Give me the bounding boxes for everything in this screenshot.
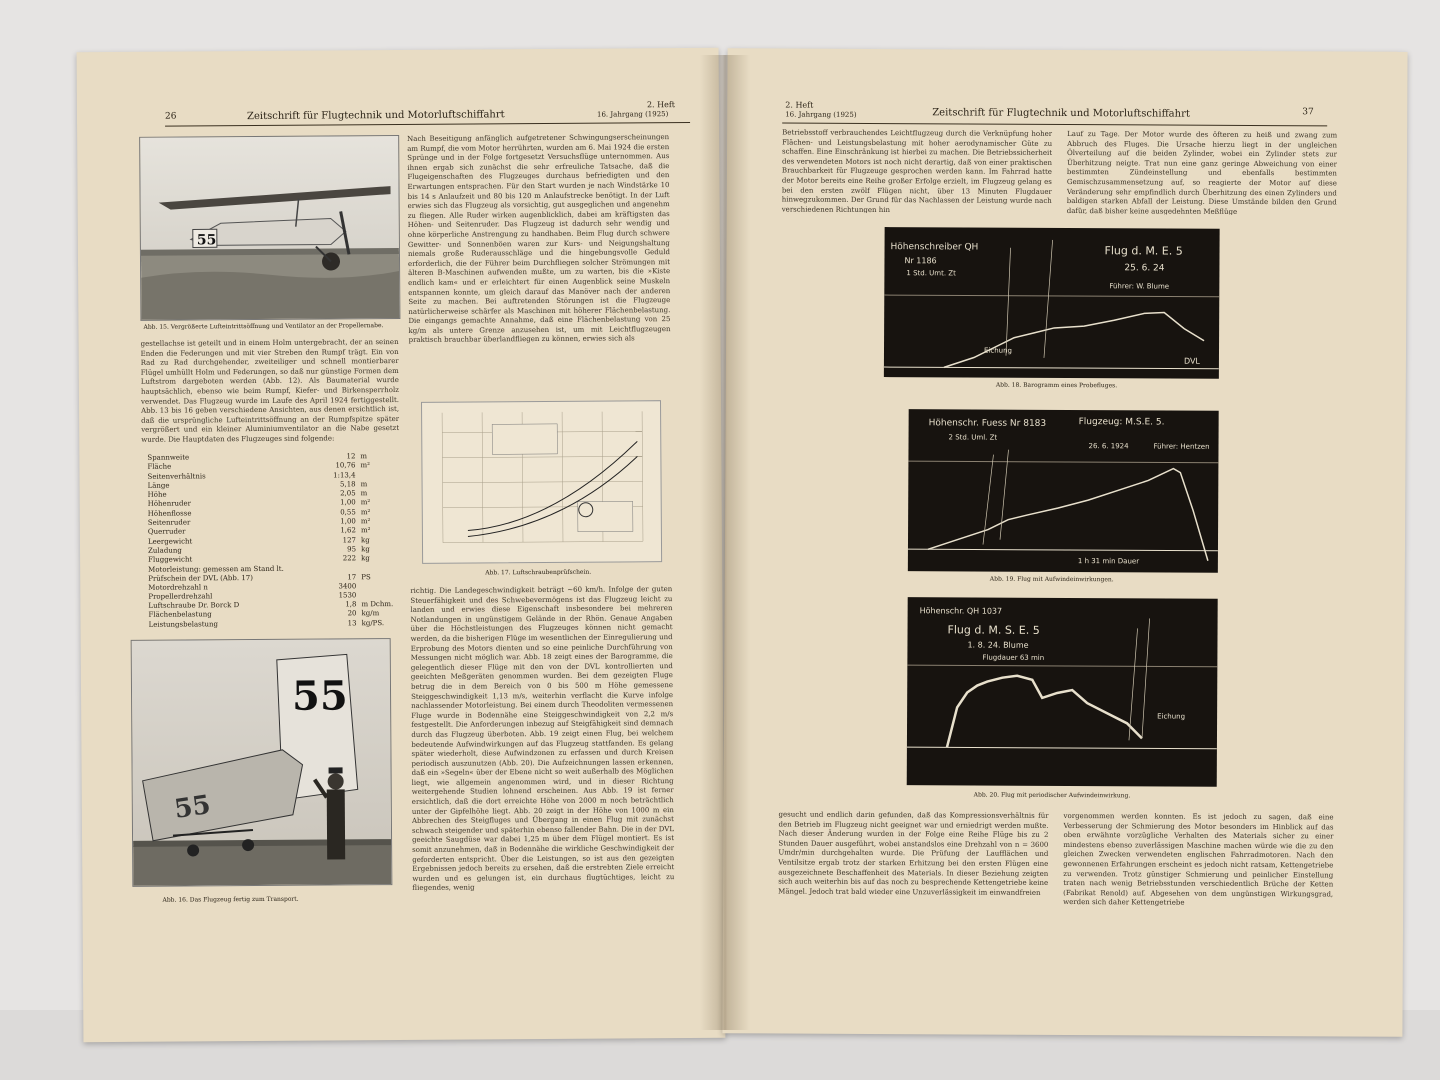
spec-row: Fluggewicht 222 kg bbox=[148, 554, 370, 565]
spec-row: Leistungsbelastung 13 kg/PS. bbox=[148, 618, 385, 629]
spec-row: Motorleistung: gemessen am Stand lt. Prüfschein der DVL (Abb. 17) 17 PS bbox=[148, 564, 371, 583]
barogram3-line5: Eichung bbox=[1157, 712, 1186, 721]
left-col2-text-top: Nach Beseitigung anfänglich aufgetretener Schwingungserscheinungen am Rumpf, die vom Motor herrührten, wurden am 6. Mai 1924 die ersten Sprünge und in der Folge fortgesetzt Versuchsflüge unternommen. Aus ihnen ergab sich zunächst die sehr erfreuliche Tatsache, daß die Flugeigenschaften des Flugzeuges durchaus befriedigten und den Erwartungen entsprachen. Für den Start wurden je nach Windstärke 10 bis 14 s Anlaufzeit und 80 bis 120 m Anlaufstrecke benötigt. In der Luft erwies sich das Flugzeug als vorsichtig, gut ausgeglichen und angenehm zu fliegen. Alle Ruder wirken augenblicklich, dabei am kräftigsten das Höhen- und Seitenruder. Das Flugzeug ist dadurch sehr wendig und ohne körperliche Anstrengung zu handhaben. Beim Flug durch schwere Gewitter- und Sonnenböen waren zur Kurs- und Neigungshaltung niemals große Ruderausschläge und die hingebungsvolle Geduld erforderlich, die der Führer beim Durchfliegen solcher Strömungen mit älteren B-Maschinen aufwenden mußte, um zu warten, bis die »Kiste endlich kam« und er erleichtert für einen Augenblick seine Muskeln entspannen konnte, um gleich darauf das Manöver nach der anderen Seite zu machen. Bei auftretenden Störungen ist die Flugzeuge natürlicherweise schärfer als Maschinen mit höherer Flächenbelastung. Die eingangs gemachte Annahme, daß eine Flächenbelastung von 25 kg/m als untere Grenze anzusehen ist, um mit Leichtflugzeugen praktisch brauchbar überlandfliegen zu können, erwies sich als bbox=[407, 133, 671, 345]
barogram2-line3: Flugzeug: M.S.E. 5. bbox=[1078, 417, 1165, 428]
spec-row: Höhenruder 1,00 m² bbox=[147, 498, 371, 509]
barogram3-line3: 1. 8. 24. Blume bbox=[967, 640, 1029, 650]
left-col2-text-bottom: richtig. Die Landegeschwindigkeit beträgt ∼60 km/h. Infolge der guten Steuerfähigkeit und des Schwebevermögens ist das Flugzeug leicht zu landen und erwies diese Eigenschaft insbesondere bei mehreren Notlandungen in ungünstigem Gelände in der Rhön. Genaue Angaben über die Höchstleistungen des Flugzeuges können nicht gemacht werden, da die bisherigen Flüge im wesentlichen der Einregulierung und Erprobung des Motors dienten und so eine peinliche Durchführung von Messungen nicht möglich war. Abb. 18 zeigt eines der Barogramme, die gelegentlich dieser Flüge mit den von der DVL kontrollierten und geeichten Meßgeräten genommen wurden. Bei dem gezeigten Fluge betrug die in dem Bereich von 0 bis 500 m Höhe gemessene Steiggeschwindigkeit 1,13 m/s, weiterhin verflacht die Kurve infolge nachlassender Motorleistung. Bei einem durch Theodoliten vermessenen Fluge wurde in Bodennähe eine Steiggeschwindigkeit von 2,2 m/s festgestellt. Die Anforderungen inbezug auf Steigfähigkeit sind demnach durch das Flugzeug überboten. Abb. 19 zeigt einen Flug, bei welchem bedeutende Aufwindwirkungen auf das Flugzeug stattfanden. Es gelang später wiederholt, diese Aufwindzonen zu erfassen und durch Kreisen periodisch auszunutzen (Abb. 20). Die Aufzeichnungen lassen erkennen, daß ein »Segeln« über der Ebene nicht so weit außerhalb des Möglichen liegt, wie allgemein angenommen wird, und in dieser Richtung weitergehende Studien lohnend erscheinen. Aus Abb. 19 ist ferner ersichtlich, daß die dort erreichte Höhe von 2000 m noch beträchtlich unter der Gipfelhöhe liegt. Abb. 20 zeigt in der Höhe von 1000 m ein Abbrechen des Steigfluges und Übergang in einen Flug mit zunächst schwach steigender und späterhin ebenso fallender Bahn. Die in der DVL geeichte Saugdüse war dabei 1,25 m über dem Flügel montiert. Es ist somit anzunehmen, daß in Bodennähe die wirkliche Geschwindigkeit der geforderten entspricht. Über die Leistungen, so ist aus den gezeigten Ergebnissen jedoch bereits zu ersehen, daß die erstrebten Ziele erreicht wurden und es gelungen ist, ein durchaus flugtüchtiges, leicht zu fliegendes, wenig bbox=[410, 585, 675, 893]
svg-text:55: 55 bbox=[196, 232, 217, 249]
barogram2-line2: 2 Std. Uml. Zt bbox=[948, 433, 998, 442]
volume-right: 16. Jahrgang (1925) bbox=[785, 110, 857, 119]
spec-row: Fläche 10,76 m² bbox=[147, 461, 370, 472]
barogram1-line2: Nr 1186 bbox=[904, 256, 937, 266]
issue-right: 2. Heft bbox=[785, 100, 814, 110]
issue-left: 2. Heft bbox=[646, 100, 676, 110]
propeller-test-sheet-figure bbox=[421, 400, 662, 564]
spec-row: Propellerdrehzahl 1530 bbox=[148, 591, 357, 601]
spec-row: Zuladung 95 kg bbox=[148, 545, 370, 555]
barogram2-line6: 1 h 31 min Dauer bbox=[1077, 557, 1140, 566]
photo1-caption: Abb. 15. Vergrößerte Lufteintrittsöffnung und Ventilator an der Propellernabe. bbox=[143, 322, 384, 331]
spec-row: Luftschraube Dr. Borck D 1,8 m Dchm. bbox=[148, 600, 394, 610]
volume-left: 16. Jahrgang (1925) bbox=[596, 110, 669, 119]
photo2-caption: Abb. 16. Das Flugzeug fertig zum Transport. bbox=[162, 895, 299, 904]
spec-row: Leergewicht 127 kg bbox=[147, 535, 370, 546]
left-page bbox=[77, 48, 726, 1042]
barogram-1 bbox=[884, 227, 1220, 379]
header-rule-right bbox=[782, 123, 1327, 127]
barogram1-line7: Eichung bbox=[983, 346, 1013, 355]
airplane-photo-side-view bbox=[139, 135, 400, 321]
svg-text:55: 55 bbox=[172, 789, 213, 825]
svg-text:55: 55 bbox=[291, 672, 348, 720]
book-gutter-shadow bbox=[700, 55, 750, 1030]
right-col2-text-bottom: vorgenommen werden konnten. Es ist jedoch zu sagen, daß eine Verbesserung der Schmierung des Motor besonders im Hinblick auf das oben erwähnte vorzügliche Verhalten des Materials sicher zu einer mindestens ebenso zuverlässigen Maschine machen würde wie die zu den gleichen Zwecken verwendeten englischen Fahrradmotoren. Nach den gewonnenen Erfahrungen erscheint es jedoch nicht ratsam, Kettengetriebe zu verwenden. Trotz günstiger Schmierung und peinlicher Einstellung traten nach wenig Betriebsstunden verschiedentlich Brüche der Ketten (Fabrikat Renold) auf. Abgesehen von dem ungünstigen Wirkungsgrad, werden sich daher Kettengetriebe bbox=[1063, 811, 1334, 907]
barogram3-line1: Höhenschr. QH 1037 bbox=[919, 606, 1003, 616]
barogram1-line1: Höhenschreiber QH bbox=[890, 242, 979, 253]
page-number-left: 26 bbox=[164, 111, 177, 122]
aircraft-specs-table bbox=[147, 452, 398, 630]
spec-row: Motordrehzahl n 3400 bbox=[148, 581, 357, 592]
barogram1-line6: Führer: W. Blume bbox=[1109, 282, 1170, 291]
spec-row: Spannweite 12 m bbox=[147, 452, 368, 462]
left-col1-text: gestellachse ist geteilt und in einem Holm untergebracht, der an seinen Enden die Federungen und mit vier Streben den Rumpf trägt. Ein von Rad zu Rad durchgehender, zweiteiliger und schnell montierbarer Flügel umhüllt Holm und Federungen, so daß nur günstige Formen dem Luftstrom dargeboten werden (Abb. 12). Als Baumaterial wurde hauptsächlich, ebenso wie beim Rumpf, Kiefer- und Birkensperrholz verwendet. Das Flugzeug wurde im Laufe des April 1924 fertiggestellt. Abb. 13 bis 16 geben verschiedene Ansichten, aus denen ersichtlich ist, daß die ursprüngliche Lufteintrittsöffnung an der Rumpfspitze später vergrößert und ein kleiner Aluminiumventilator an die Nabe gesetzt wurde. Die Hauptdaten des Flugzeuges sind folgende: bbox=[140, 338, 400, 444]
barogram3-caption: Abb. 20. Flug mit periodischer Aufwindeinwirkung. bbox=[973, 791, 1131, 800]
spec-row: Seitenruder 1,00 m² bbox=[147, 517, 371, 527]
barogram2-line1: Höhenschr. Fuess Nr 8183 bbox=[928, 418, 1047, 429]
right-col1-text-bottom: gesucht und endlich darin gefunden, daß das Kompressionsverhältnis für den Betrieb im Flugzeug nicht geeignet war und erniedrigt werden mußte. Nach dieser Änderung wurden in der Folge eine Reihe Flüge bis zu 2 Stunden Dauer ausgeführt, wobei anstandslos eine Drehzahl von n = 3600 Umdr/min durchgehalten wurde. Die Prüfung der Laufflächen und Ventilsitze ergab trotz der starken Erhitzung bei den ersten Flügen eine ausgezeichnete Beschaffenheit des Materials. In dieser Beziehung zeigten sich auch weiterhin bis auf das noch zu besprechende Kettengetriebe keine Mängel. Jedoch trat bald wieder eine Unzuverlässigkeit im einwandfreien bbox=[778, 810, 1049, 897]
journal-title-right: Zeitschrift für Flugtechnik und Motorluftschiffahrt bbox=[932, 107, 1190, 120]
spec-row: Querruder 1,62 m² bbox=[147, 526, 371, 537]
spec-row: Seitenverhältnis 1:13,4 bbox=[147, 470, 356, 481]
chart-caption: Abb. 17. Luftschraubenprüfschein. bbox=[485, 568, 592, 577]
journal-title-left: Zeitschrift für Flugtechnik und Motorluftschiffahrt bbox=[246, 109, 505, 123]
spec-row: Höhe 2,05 m bbox=[147, 489, 368, 499]
spec-row: Flächenbelastung 20 kg/m bbox=[148, 609, 380, 620]
spec-row: Höhenflosse 0,55 m² bbox=[147, 507, 371, 518]
barogram1-line4: Flug d. M. E. 5 bbox=[1104, 244, 1183, 258]
barogram2-caption: Abb. 19. Flug mit Aufwindeinwirkungen. bbox=[989, 575, 1114, 584]
barogram1-line8: DVL bbox=[1183, 356, 1200, 366]
barogram2-line5: Führer: Hentzen bbox=[1153, 442, 1210, 451]
barogram-3 bbox=[907, 597, 1218, 787]
right-col1-text-top: Betriebsstoff verbrauchendes Leichtflugzeug durch die Verknüpfung hoher Flächen- und Leistungsbelastung mit hoher aerodynamischer Güte zu schaffen. Eine Einschränkung ist hierbei zu machen. Die Betriebssicherheit des verwendeten Motors ist noch nicht derartig, daß von einer praktischen Brauchbarkeit für Flugzeuge gesprochen werden kann. Im Fahrrad hatte der Motor bereits eine Reihe großer Erfolge erzielt, im Flugzeug gelang es bei den ersten zwölf Flügen nicht, über 13 Minuten Flugdauer hinwegzukommen. Der Grund für das Nachlassen der Leistung wurde nach verschiedenen Richtungen hin bbox=[781, 128, 1053, 214]
barogram3-line2: Flug d. M. S. E. 5 bbox=[947, 623, 1040, 637]
barogram2-line4: 26. 6. 1924 bbox=[1088, 442, 1129, 451]
airplane-transport-photo bbox=[131, 638, 393, 887]
barogram1-line5: 25. 6. 24 bbox=[1124, 263, 1165, 274]
right-col2-text-top: Lauf zu Tage. Der Motor wurde des öfteren zu heiß und zwang zum Abbruch des Fluges. Die Ursache hierzu liegt in der ungleichen Ölverteilung auf die beiden Zylinder, wobei ein Zylinder stets zur Überhitzung neigte. Trat nun eine ganz geringe Abweichung von einer bestimmten Zündeinstellung und ebenfalls bestimmten Gemischzusammensetzung auf, so reagierte der Motor auf diese Veränderung sehr empfindlich durch Überhitzung des einen Zylinders und baldigen starken Abfall der Leistung. Diese Umstände bilden den Grund dafür, daß bisher keine ausgedehnten Meßflüge bbox=[1066, 130, 1338, 216]
barogram1-caption: Abb. 18. Barogramm eines Probefluges. bbox=[995, 381, 1118, 390]
barogram1-line3: 1 Std. Umt. Zt bbox=[906, 269, 956, 278]
right-page bbox=[722, 48, 1407, 1037]
header-rule-left bbox=[165, 122, 690, 127]
barogram3-line4: Flugdauer 63 min bbox=[982, 653, 1045, 662]
barogram-2 bbox=[908, 409, 1219, 573]
page-number-right: 37 bbox=[1302, 107, 1314, 118]
spec-row: Länge 5,18 m bbox=[147, 480, 368, 490]
